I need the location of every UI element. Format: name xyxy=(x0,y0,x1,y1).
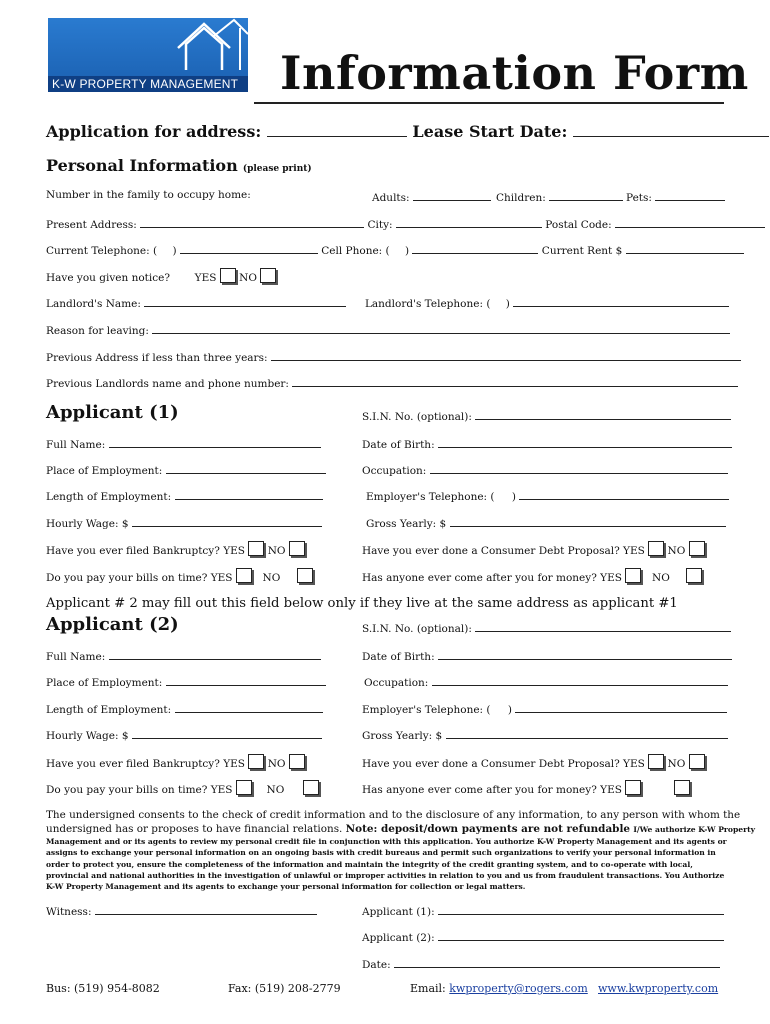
a1-gross-field[interactable] xyxy=(450,515,726,527)
children-row xyxy=(496,189,623,204)
a2-money-row xyxy=(362,780,690,796)
a1-occupation-row xyxy=(362,462,728,477)
a1-length-row xyxy=(46,488,323,503)
a2-employment-label: Place of Employment: xyxy=(46,677,163,689)
a2-length-field[interactable] xyxy=(175,701,323,713)
notice-yes-label: YES xyxy=(194,272,217,284)
a2-sin-field[interactable] xyxy=(475,620,731,632)
a2-occupation-row xyxy=(364,674,728,689)
a1-sin-field[interactable] xyxy=(475,408,731,420)
children-label: Children: xyxy=(496,192,546,204)
a1-consumer-no-checkbox[interactable] xyxy=(689,541,705,556)
lease-date-field[interactable] xyxy=(573,125,769,137)
rent-field[interactable] xyxy=(626,242,744,254)
title-divider xyxy=(254,102,724,104)
a2-bills-label: Do you pay your bills on time? YES xyxy=(46,784,233,796)
a2-money-no-checkbox[interactable] xyxy=(674,780,690,795)
a1-length-label: Length of Employment: xyxy=(46,491,172,503)
a1-bankruptcy-no-checkbox[interactable] xyxy=(289,541,305,556)
landlord-row xyxy=(46,295,729,310)
paren-close: ) xyxy=(172,245,177,257)
applicant1-sign-field[interactable] xyxy=(438,903,724,915)
rent-label: Current Rent $ xyxy=(541,245,623,257)
a1-bills-no-checkbox[interactable] xyxy=(297,568,313,583)
telephone-label: Current Telephone: ( xyxy=(46,245,158,257)
a1-full-name-field[interactable] xyxy=(109,436,321,448)
a2-emp-tel-field[interactable] xyxy=(515,701,727,713)
a1-full-name-label: Full Name: xyxy=(46,439,106,451)
a2-wage-row xyxy=(46,727,322,742)
a1-gross-label: Gross Yearly: $ xyxy=(366,518,447,530)
a1-name-row xyxy=(46,436,321,451)
a2-bankruptcy-no-label: NO xyxy=(267,758,286,770)
cell-field[interactable] xyxy=(412,242,538,254)
a1-emp-tel-label: Employer's Telephone: ( xyxy=(366,491,495,503)
a1-bills-label: Do you pay your bills on time? YES xyxy=(46,572,233,584)
family-label: Number in the family to occupy home: xyxy=(46,189,251,201)
company-logo xyxy=(48,18,248,92)
a2-consumer-label: Have you ever done a Consumer Debt Proposal? YES xyxy=(362,758,645,770)
a2-consumer-yes-checkbox[interactable] xyxy=(648,754,664,769)
postal-label: Postal Code: xyxy=(545,219,612,231)
prev-address-label: Previous Address if less than three years: xyxy=(46,352,268,364)
paren-close: ) xyxy=(405,245,410,257)
present-address-field[interactable] xyxy=(140,216,364,228)
bus-phone: Bus: (519) 954-8082 xyxy=(46,982,160,995)
prev-landlords-row xyxy=(46,375,738,390)
logo-brand-text: K-W PROPERTY MANAGEMENT xyxy=(52,77,239,91)
paren-close: ) xyxy=(505,298,510,310)
applicant1-heading: Applicant (1) xyxy=(46,402,179,423)
consent-line1: The undersigned consents to the check of credit information and to the disclosure of any information, to any person with whom the xyxy=(46,809,741,821)
a2-employment-field[interactable] xyxy=(166,674,326,686)
date-field[interactable] xyxy=(394,956,720,968)
a2-sin-row xyxy=(362,620,731,635)
children-field[interactable] xyxy=(549,189,623,201)
a2-length-label: Length of Employment: xyxy=(46,704,172,716)
a2-money-label: Has anyone ever come after you for money? YES xyxy=(362,784,622,796)
prev-landlords-label: Previous Landlords name and phone number: xyxy=(46,378,289,390)
a2-occupation-label: Occupation: xyxy=(364,677,429,689)
a1-bills-row xyxy=(46,568,313,584)
a1-sin-row xyxy=(362,408,731,423)
a1-bankruptcy-no-label: NO xyxy=(267,545,286,557)
witness-field[interactable] xyxy=(95,903,317,915)
a2-sin-label: S.I.N. No. (optional): xyxy=(362,623,472,635)
a1-wage-row xyxy=(46,515,322,530)
a1-bankruptcy-yes-checkbox[interactable] xyxy=(248,541,264,556)
a1-wage-label: Hourly Wage: $ xyxy=(46,518,129,530)
website-link[interactable]: www.kwproperty.com xyxy=(598,982,719,995)
page-title: Information Form xyxy=(280,46,749,100)
a1-consumer-row xyxy=(362,541,705,557)
personal-heading-text: Personal Information xyxy=(46,156,238,175)
a2-money-yes-checkbox[interactable] xyxy=(625,780,641,795)
a1-sin-label: S.I.N. No. (optional): xyxy=(362,411,472,423)
telephone-field[interactable] xyxy=(180,242,318,254)
prev-address-row xyxy=(46,349,741,364)
cell-label: Cell Phone: ( xyxy=(321,245,390,257)
a1-wage-field[interactable] xyxy=(132,515,322,527)
a2-bills-no-checkbox[interactable] xyxy=(303,780,319,795)
a2-length-row xyxy=(46,701,323,716)
lease-label: Lease Start Date: xyxy=(412,122,568,141)
date-row xyxy=(362,956,720,971)
a2-bills-yes-checkbox[interactable] xyxy=(236,780,252,795)
applicant1-sign-label: Applicant (1): xyxy=(362,906,435,918)
a2-gross-label: Gross Yearly: $ xyxy=(362,730,443,742)
a2-consumer-row xyxy=(362,754,705,770)
a2-emp-tel-label: Employer's Telephone: ( xyxy=(362,704,491,716)
a1-bills-no-label: NO xyxy=(262,572,281,584)
landlord-name-field[interactable] xyxy=(144,295,346,307)
a2-dob-row xyxy=(362,648,732,663)
notice-row xyxy=(46,268,276,284)
city-field[interactable] xyxy=(396,216,542,228)
landlord-tel-label: Landlord's Telephone: ( xyxy=(364,298,491,310)
address-field[interactable] xyxy=(267,125,407,137)
a2-bankruptcy-no-checkbox[interactable] xyxy=(289,754,305,769)
applicant2-heading: Applicant (2) xyxy=(46,614,179,635)
reason-row xyxy=(46,322,730,337)
a1-length-field[interactable] xyxy=(175,488,323,500)
city-label: City: xyxy=(367,219,393,231)
a2-full-name-label: Full Name: xyxy=(46,651,106,663)
a2-wage-label: Hourly Wage: $ xyxy=(46,730,129,742)
a1-emp-tel-row xyxy=(366,488,729,503)
a2-emp-tel-row xyxy=(362,701,727,716)
a2-gross-field[interactable] xyxy=(446,727,728,739)
a1-consumer-yes-checkbox[interactable] xyxy=(648,541,664,556)
adults-row xyxy=(372,189,491,204)
consent-refund-note: Note: deposit/down payments are not refundable xyxy=(345,823,631,835)
a1-emp-tel-field[interactable] xyxy=(519,488,729,500)
a1-money-no-checkbox[interactable] xyxy=(686,568,702,583)
a2-bankruptcy-label: Have you ever filed Bankruptcy? YES xyxy=(46,758,245,770)
postal-field[interactable] xyxy=(615,216,765,228)
a2-consumer-no-checkbox[interactable] xyxy=(689,754,705,769)
paren-close: ) xyxy=(511,491,516,503)
a2-consumer-no-label: NO xyxy=(667,758,686,770)
a1-bankruptcy-row xyxy=(46,541,305,557)
a1-dob-field[interactable] xyxy=(438,436,732,448)
a1-consumer-label: Have you ever done a Consumer Debt Proposal? YES xyxy=(362,545,645,557)
paren-close: ) xyxy=(507,704,512,716)
adults-label: Adults: xyxy=(372,192,410,204)
reason-field[interactable] xyxy=(152,322,730,334)
landlord-tel-field[interactable] xyxy=(513,295,729,307)
a1-consumer-no-label: NO xyxy=(667,545,686,557)
a1-occupation-label: Occupation: xyxy=(362,465,427,477)
applicant2-note: Applicant # 2 may fill out this field below only if they live at the same address as applicant #1 xyxy=(46,596,678,611)
witness-row xyxy=(46,903,317,918)
address-label: Application for address: xyxy=(46,122,262,141)
a2-bankruptcy-row xyxy=(46,754,305,770)
applicant2-sign-field[interactable] xyxy=(438,929,724,941)
notice-no-checkbox[interactable] xyxy=(260,268,276,283)
notice-label: Have you given notice? xyxy=(46,272,170,284)
pets-label: Pets: xyxy=(626,192,652,204)
a1-dob-row xyxy=(362,436,732,451)
a1-dob-label: Date of Birth: xyxy=(362,439,435,451)
present-address-label: Present Address: xyxy=(46,219,137,231)
a1-money-label: Has anyone ever come after you for money? YES xyxy=(362,572,622,584)
address-row xyxy=(46,122,769,141)
date-label: Date: xyxy=(362,959,391,971)
a1-employment-label: Place of Employment: xyxy=(46,465,163,477)
a2-wage-field[interactable] xyxy=(132,727,322,739)
applicant1-sign-row xyxy=(362,903,724,918)
a2-bills-no-label: NO xyxy=(266,784,285,796)
telephone-row xyxy=(46,242,744,257)
please-print-note: (please print) xyxy=(242,164,312,174)
pets-field[interactable] xyxy=(655,189,725,201)
a2-occupation-field[interactable] xyxy=(432,674,728,686)
house-icon xyxy=(48,18,248,78)
fax-phone: Fax: (519) 208-2779 xyxy=(228,982,341,995)
pets-row xyxy=(626,189,725,204)
a2-dob-label: Date of Birth: xyxy=(362,651,435,663)
consent-line2 xyxy=(46,823,755,835)
a2-bankruptcy-yes-checkbox[interactable] xyxy=(248,754,264,769)
prev-landlords-field[interactable] xyxy=(292,375,738,387)
consent-authorize: I/We authorize K-W Property xyxy=(633,825,756,834)
a1-employment-field[interactable] xyxy=(166,462,326,474)
landlord-name-label: Landlord's Name: xyxy=(46,298,141,310)
applicant2-sign-label: Applicant (2): xyxy=(362,932,435,944)
email-label: Email: xyxy=(410,982,446,995)
present-address-row xyxy=(46,216,765,231)
reason-label: Reason for leaving: xyxy=(46,325,149,337)
applicant2-sign-row xyxy=(362,929,724,944)
a2-bills-row xyxy=(46,780,319,796)
a2-employment-row xyxy=(46,674,326,689)
email-row xyxy=(410,982,588,995)
notice-yes-checkbox[interactable] xyxy=(220,268,236,283)
a2-dob-field[interactable] xyxy=(438,648,732,660)
prev-address-field[interactable] xyxy=(271,349,741,361)
a2-full-name-field[interactable] xyxy=(109,648,321,660)
a1-gross-row xyxy=(366,515,726,530)
witness-label: Witness: xyxy=(46,906,92,918)
notice-no-label: NO xyxy=(239,272,257,284)
consent-body: Management and or its agents to review my personal credit file in conjunction with this application. You authorize K-W Property Management and its agents or assigns to exchange your personal information on an ongoing basis with credit bureaus and permit such organizations to verify your personal information in order to protect you, ensure the completeness of the information and maintain the integrity of the credit granting system, and to co-operate with local, provincial and national authorities in the investigation of unlawful or improper activities in relation to you and us from fraudulent transactions. You Authorize K-W Property Management and its agents to exchange your personal information for collection or legal matters. xyxy=(46,837,727,892)
consent-line2a: undersigned has or proposes to have financial relations. xyxy=(46,823,343,835)
a2-gross-row xyxy=(362,727,728,742)
a1-money-yes-checkbox[interactable] xyxy=(625,568,641,583)
a1-money-no-label: NO xyxy=(652,572,670,584)
adults-field[interactable] xyxy=(413,189,491,201)
email-link[interactable]: kwproperty@rogers.com xyxy=(449,982,588,995)
a1-bankruptcy-label: Have you ever filed Bankruptcy? YES xyxy=(46,545,245,557)
a1-employment-row xyxy=(46,462,326,477)
personal-heading xyxy=(46,156,312,175)
a1-bills-yes-checkbox[interactable] xyxy=(236,568,252,583)
a1-money-row xyxy=(362,568,702,584)
a1-occupation-field[interactable] xyxy=(430,462,728,474)
a2-name-row xyxy=(46,648,321,663)
